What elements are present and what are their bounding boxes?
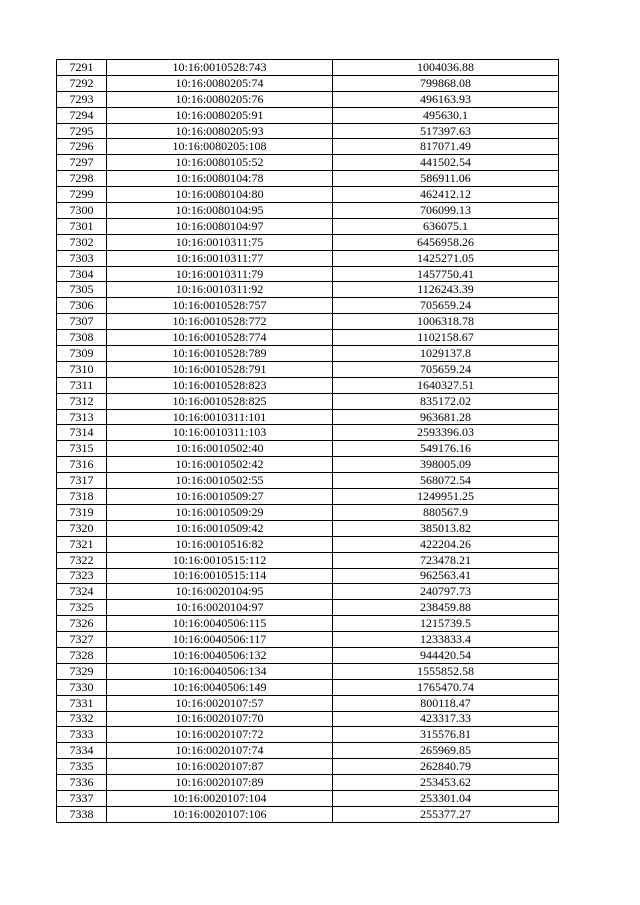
value-cell: 265969.85 — [333, 743, 559, 759]
cadastral-number-cell: 10:16:0010509:27 — [107, 489, 333, 505]
value-cell: 253301.04 — [333, 790, 559, 806]
cadastral-number-cell: 10:16:0010528:772 — [107, 314, 333, 330]
table-row — [57, 393, 559, 409]
row-number-cell: 7316 — [57, 457, 107, 473]
cadastral-number-cell: 10:16:0080205:76 — [107, 91, 333, 107]
row-number-cell: 7328 — [57, 647, 107, 663]
value-cell: 944420.54 — [333, 647, 559, 663]
cadastral-number-cell: 10:16:0040506:134 — [107, 663, 333, 679]
document-page — [56, 59, 558, 823]
row-number-cell: 7304 — [57, 266, 107, 282]
row-number-cell: 7298 — [57, 171, 107, 187]
value-cell: 880567.9 — [333, 504, 559, 520]
cadastral-number-cell: 10:16:0020107:106 — [107, 806, 333, 822]
cadastral-number-cell: 10:16:0010311:79 — [107, 266, 333, 282]
row-number-cell: 7299 — [57, 187, 107, 203]
row-number-cell: 7325 — [57, 600, 107, 616]
value-cell: 240797.73 — [333, 584, 559, 600]
row-number-cell: 7293 — [57, 91, 107, 107]
cadastral-number-cell: 10:16:0020104:97 — [107, 600, 333, 616]
table-row — [57, 663, 559, 679]
row-number-cell: 7319 — [57, 504, 107, 520]
cadastral-number-cell: 10:16:0020107:57 — [107, 695, 333, 711]
cadastral-number-cell: 10:16:0080205:93 — [107, 123, 333, 139]
table-row — [57, 266, 559, 282]
table-row — [57, 346, 559, 362]
value-cell: 1102158.67 — [333, 330, 559, 346]
cadastral-number-cell: 10:16:0010528:774 — [107, 330, 333, 346]
cadastral-number-cell: 10:16:0010528:823 — [107, 377, 333, 393]
row-number-cell: 7308 — [57, 330, 107, 346]
table-row — [57, 314, 559, 330]
cadastral-number-cell: 10:16:0080104:95 — [107, 203, 333, 219]
cadastral-number-cell: 10:16:0010509:29 — [107, 504, 333, 520]
row-number-cell: 7322 — [57, 552, 107, 568]
table-row — [57, 727, 559, 743]
table-row — [57, 282, 559, 298]
row-number-cell: 7310 — [57, 361, 107, 377]
table-row — [57, 584, 559, 600]
cadastral-number-cell: 10:16:0020107:104 — [107, 790, 333, 806]
cadastral-number-cell: 10:16:0010311:77 — [107, 250, 333, 266]
row-number-cell: 7336 — [57, 775, 107, 791]
cadastral-number-cell: 10:16:0080105:52 — [107, 155, 333, 171]
cadastral-number-cell: 10:16:0080104:78 — [107, 171, 333, 187]
value-cell: 706099.13 — [333, 203, 559, 219]
table-row — [57, 568, 559, 584]
table-row — [57, 298, 559, 314]
row-number-cell: 7301 — [57, 218, 107, 234]
value-cell: 723478.21 — [333, 552, 559, 568]
row-number-cell: 7334 — [57, 743, 107, 759]
table-row — [57, 600, 559, 616]
cadastral-number-cell: 10:16:0040506:115 — [107, 616, 333, 632]
value-cell: 1215739.5 — [333, 616, 559, 632]
row-number-cell: 7321 — [57, 536, 107, 552]
row-number-cell: 7315 — [57, 441, 107, 457]
value-cell: 549176.16 — [333, 441, 559, 457]
value-cell: 6456958.26 — [333, 234, 559, 250]
cadastral-number-cell: 10:16:0080205:108 — [107, 139, 333, 155]
value-cell: 1126243.39 — [333, 282, 559, 298]
value-cell: 255377.27 — [333, 806, 559, 822]
value-cell: 586911.06 — [333, 171, 559, 187]
table-row — [57, 743, 559, 759]
value-cell: 262840.79 — [333, 759, 559, 775]
cadastral-number-cell: 10:16:0010528:743 — [107, 60, 333, 76]
value-cell: 496163.93 — [333, 91, 559, 107]
value-cell: 1640327.51 — [333, 377, 559, 393]
table-row — [57, 203, 559, 219]
value-cell: 705659.24 — [333, 361, 559, 377]
row-number-cell: 7332 — [57, 711, 107, 727]
cadastral-number-cell: 10:16:0010502:42 — [107, 457, 333, 473]
value-cell: 238459.88 — [333, 600, 559, 616]
table-row — [57, 330, 559, 346]
row-number-cell: 7335 — [57, 759, 107, 775]
value-cell: 1029137.8 — [333, 346, 559, 362]
cadastral-number-cell: 10:16:0080104:80 — [107, 187, 333, 203]
table-row — [57, 759, 559, 775]
table-row — [57, 520, 559, 536]
table-row — [57, 361, 559, 377]
cadastral-number-cell: 10:16:0010515:114 — [107, 568, 333, 584]
table-row — [57, 139, 559, 155]
cadastral-number-cell: 10:16:0020107:74 — [107, 743, 333, 759]
table-row — [57, 504, 559, 520]
table-row — [57, 552, 559, 568]
row-number-cell: 7291 — [57, 60, 107, 76]
row-number-cell: 7324 — [57, 584, 107, 600]
value-cell: 1555852.58 — [333, 663, 559, 679]
value-cell: 835172.02 — [333, 393, 559, 409]
row-number-cell: 7323 — [57, 568, 107, 584]
row-number-cell: 7313 — [57, 409, 107, 425]
row-number-cell: 7307 — [57, 314, 107, 330]
cadastral-number-cell: 10:16:0020107:72 — [107, 727, 333, 743]
row-number-cell: 7302 — [57, 234, 107, 250]
cadastral-number-cell: 10:16:0010528:757 — [107, 298, 333, 314]
cadastral-number-cell: 10:16:0020107:89 — [107, 775, 333, 791]
cadastral-number-cell: 10:16:0010528:791 — [107, 361, 333, 377]
value-cell: 517397.63 — [333, 123, 559, 139]
row-number-cell: 7329 — [57, 663, 107, 679]
row-number-cell: 7296 — [57, 139, 107, 155]
cadastral-number-cell: 10:16:0080104:97 — [107, 218, 333, 234]
row-number-cell: 7333 — [57, 727, 107, 743]
cadastral-number-cell: 10:16:0020104:95 — [107, 584, 333, 600]
table-row — [57, 409, 559, 425]
value-cell: 1765470.74 — [333, 679, 559, 695]
table-row — [57, 123, 559, 139]
value-cell: 1006318.78 — [333, 314, 559, 330]
table-row — [57, 695, 559, 711]
value-cell: 423317.33 — [333, 711, 559, 727]
row-number-cell: 7314 — [57, 425, 107, 441]
value-cell: 817071.49 — [333, 139, 559, 155]
table-row — [57, 441, 559, 457]
table-row — [57, 647, 559, 663]
table-row — [57, 107, 559, 123]
table-row — [57, 234, 559, 250]
row-number-cell: 7317 — [57, 473, 107, 489]
value-cell: 398005.09 — [333, 457, 559, 473]
row-number-cell: 7297 — [57, 155, 107, 171]
row-number-cell: 7326 — [57, 616, 107, 632]
row-number-cell: 7327 — [57, 632, 107, 648]
row-number-cell: 7294 — [57, 107, 107, 123]
row-number-cell: 7300 — [57, 203, 107, 219]
value-cell: 422204.26 — [333, 536, 559, 552]
cadastral-number-cell: 10:16:0010509:42 — [107, 520, 333, 536]
value-cell: 495630.1 — [333, 107, 559, 123]
value-cell: 1457750.41 — [333, 266, 559, 282]
cadastral-number-cell: 10:16:0020107:70 — [107, 711, 333, 727]
table-row — [57, 775, 559, 791]
row-number-cell: 7292 — [57, 75, 107, 91]
value-cell: 963681.28 — [333, 409, 559, 425]
row-number-cell: 7320 — [57, 520, 107, 536]
cadastral-number-cell: 10:16:0010502:55 — [107, 473, 333, 489]
value-cell: 1425271.05 — [333, 250, 559, 266]
value-cell: 2593396.03 — [333, 425, 559, 441]
table-row — [57, 806, 559, 822]
cadastral-number-cell: 10:16:0010515:112 — [107, 552, 333, 568]
table-row — [57, 155, 559, 171]
table-row — [57, 250, 559, 266]
value-cell: 1004036.88 — [333, 60, 559, 76]
value-cell: 253453.62 — [333, 775, 559, 791]
cadastral-number-cell: 10:16:0010502:40 — [107, 441, 333, 457]
cadastral-value-table — [56, 59, 559, 823]
table-row — [57, 60, 559, 76]
cadastral-number-cell: 10:16:0080205:91 — [107, 107, 333, 123]
table-body — [57, 60, 559, 823]
value-cell: 441502.54 — [333, 155, 559, 171]
cadastral-number-cell: 10:16:0010528:825 — [107, 393, 333, 409]
table-row — [57, 75, 559, 91]
row-number-cell: 7306 — [57, 298, 107, 314]
cadastral-number-cell: 10:16:0040506:132 — [107, 647, 333, 663]
value-cell: 462412.12 — [333, 187, 559, 203]
table-row — [57, 457, 559, 473]
cadastral-number-cell: 10:16:0010311:103 — [107, 425, 333, 441]
value-cell: 568072.54 — [333, 473, 559, 489]
cadastral-number-cell: 10:16:0010311:92 — [107, 282, 333, 298]
row-number-cell: 7318 — [57, 489, 107, 505]
row-number-cell: 7311 — [57, 377, 107, 393]
table-row — [57, 218, 559, 234]
table-row — [57, 536, 559, 552]
table-row — [57, 473, 559, 489]
cadastral-number-cell: 10:16:0010516:82 — [107, 536, 333, 552]
value-cell: 799868.08 — [333, 75, 559, 91]
table-row — [57, 187, 559, 203]
row-number-cell: 7331 — [57, 695, 107, 711]
value-cell: 315576.81 — [333, 727, 559, 743]
value-cell: 385013.82 — [333, 520, 559, 536]
cadastral-number-cell: 10:16:0020107:87 — [107, 759, 333, 775]
row-number-cell: 7305 — [57, 282, 107, 298]
cadastral-number-cell: 10:16:0080205:74 — [107, 75, 333, 91]
table-row — [57, 679, 559, 695]
table-row — [57, 91, 559, 107]
value-cell: 1233833.4 — [333, 632, 559, 648]
table-row — [57, 377, 559, 393]
cadastral-number-cell: 10:16:0040506:117 — [107, 632, 333, 648]
value-cell: 705659.24 — [333, 298, 559, 314]
table-row — [57, 425, 559, 441]
table-row — [57, 616, 559, 632]
row-number-cell: 7337 — [57, 790, 107, 806]
table-row — [57, 711, 559, 727]
cadastral-number-cell: 10:16:0040506:149 — [107, 679, 333, 695]
row-number-cell: 7303 — [57, 250, 107, 266]
table-row — [57, 790, 559, 806]
row-number-cell: 7338 — [57, 806, 107, 822]
row-number-cell: 7295 — [57, 123, 107, 139]
cadastral-number-cell: 10:16:0010311:75 — [107, 234, 333, 250]
cadastral-number-cell: 10:16:0010311:101 — [107, 409, 333, 425]
row-number-cell: 7330 — [57, 679, 107, 695]
table-row — [57, 171, 559, 187]
row-number-cell: 7309 — [57, 346, 107, 362]
cadastral-number-cell: 10:16:0010528:789 — [107, 346, 333, 362]
value-cell: 800118.47 — [333, 695, 559, 711]
table-row — [57, 632, 559, 648]
value-cell: 636075.1 — [333, 218, 559, 234]
value-cell: 1249951.25 — [333, 489, 559, 505]
value-cell: 962563.41 — [333, 568, 559, 584]
table-row — [57, 489, 559, 505]
row-number-cell: 7312 — [57, 393, 107, 409]
